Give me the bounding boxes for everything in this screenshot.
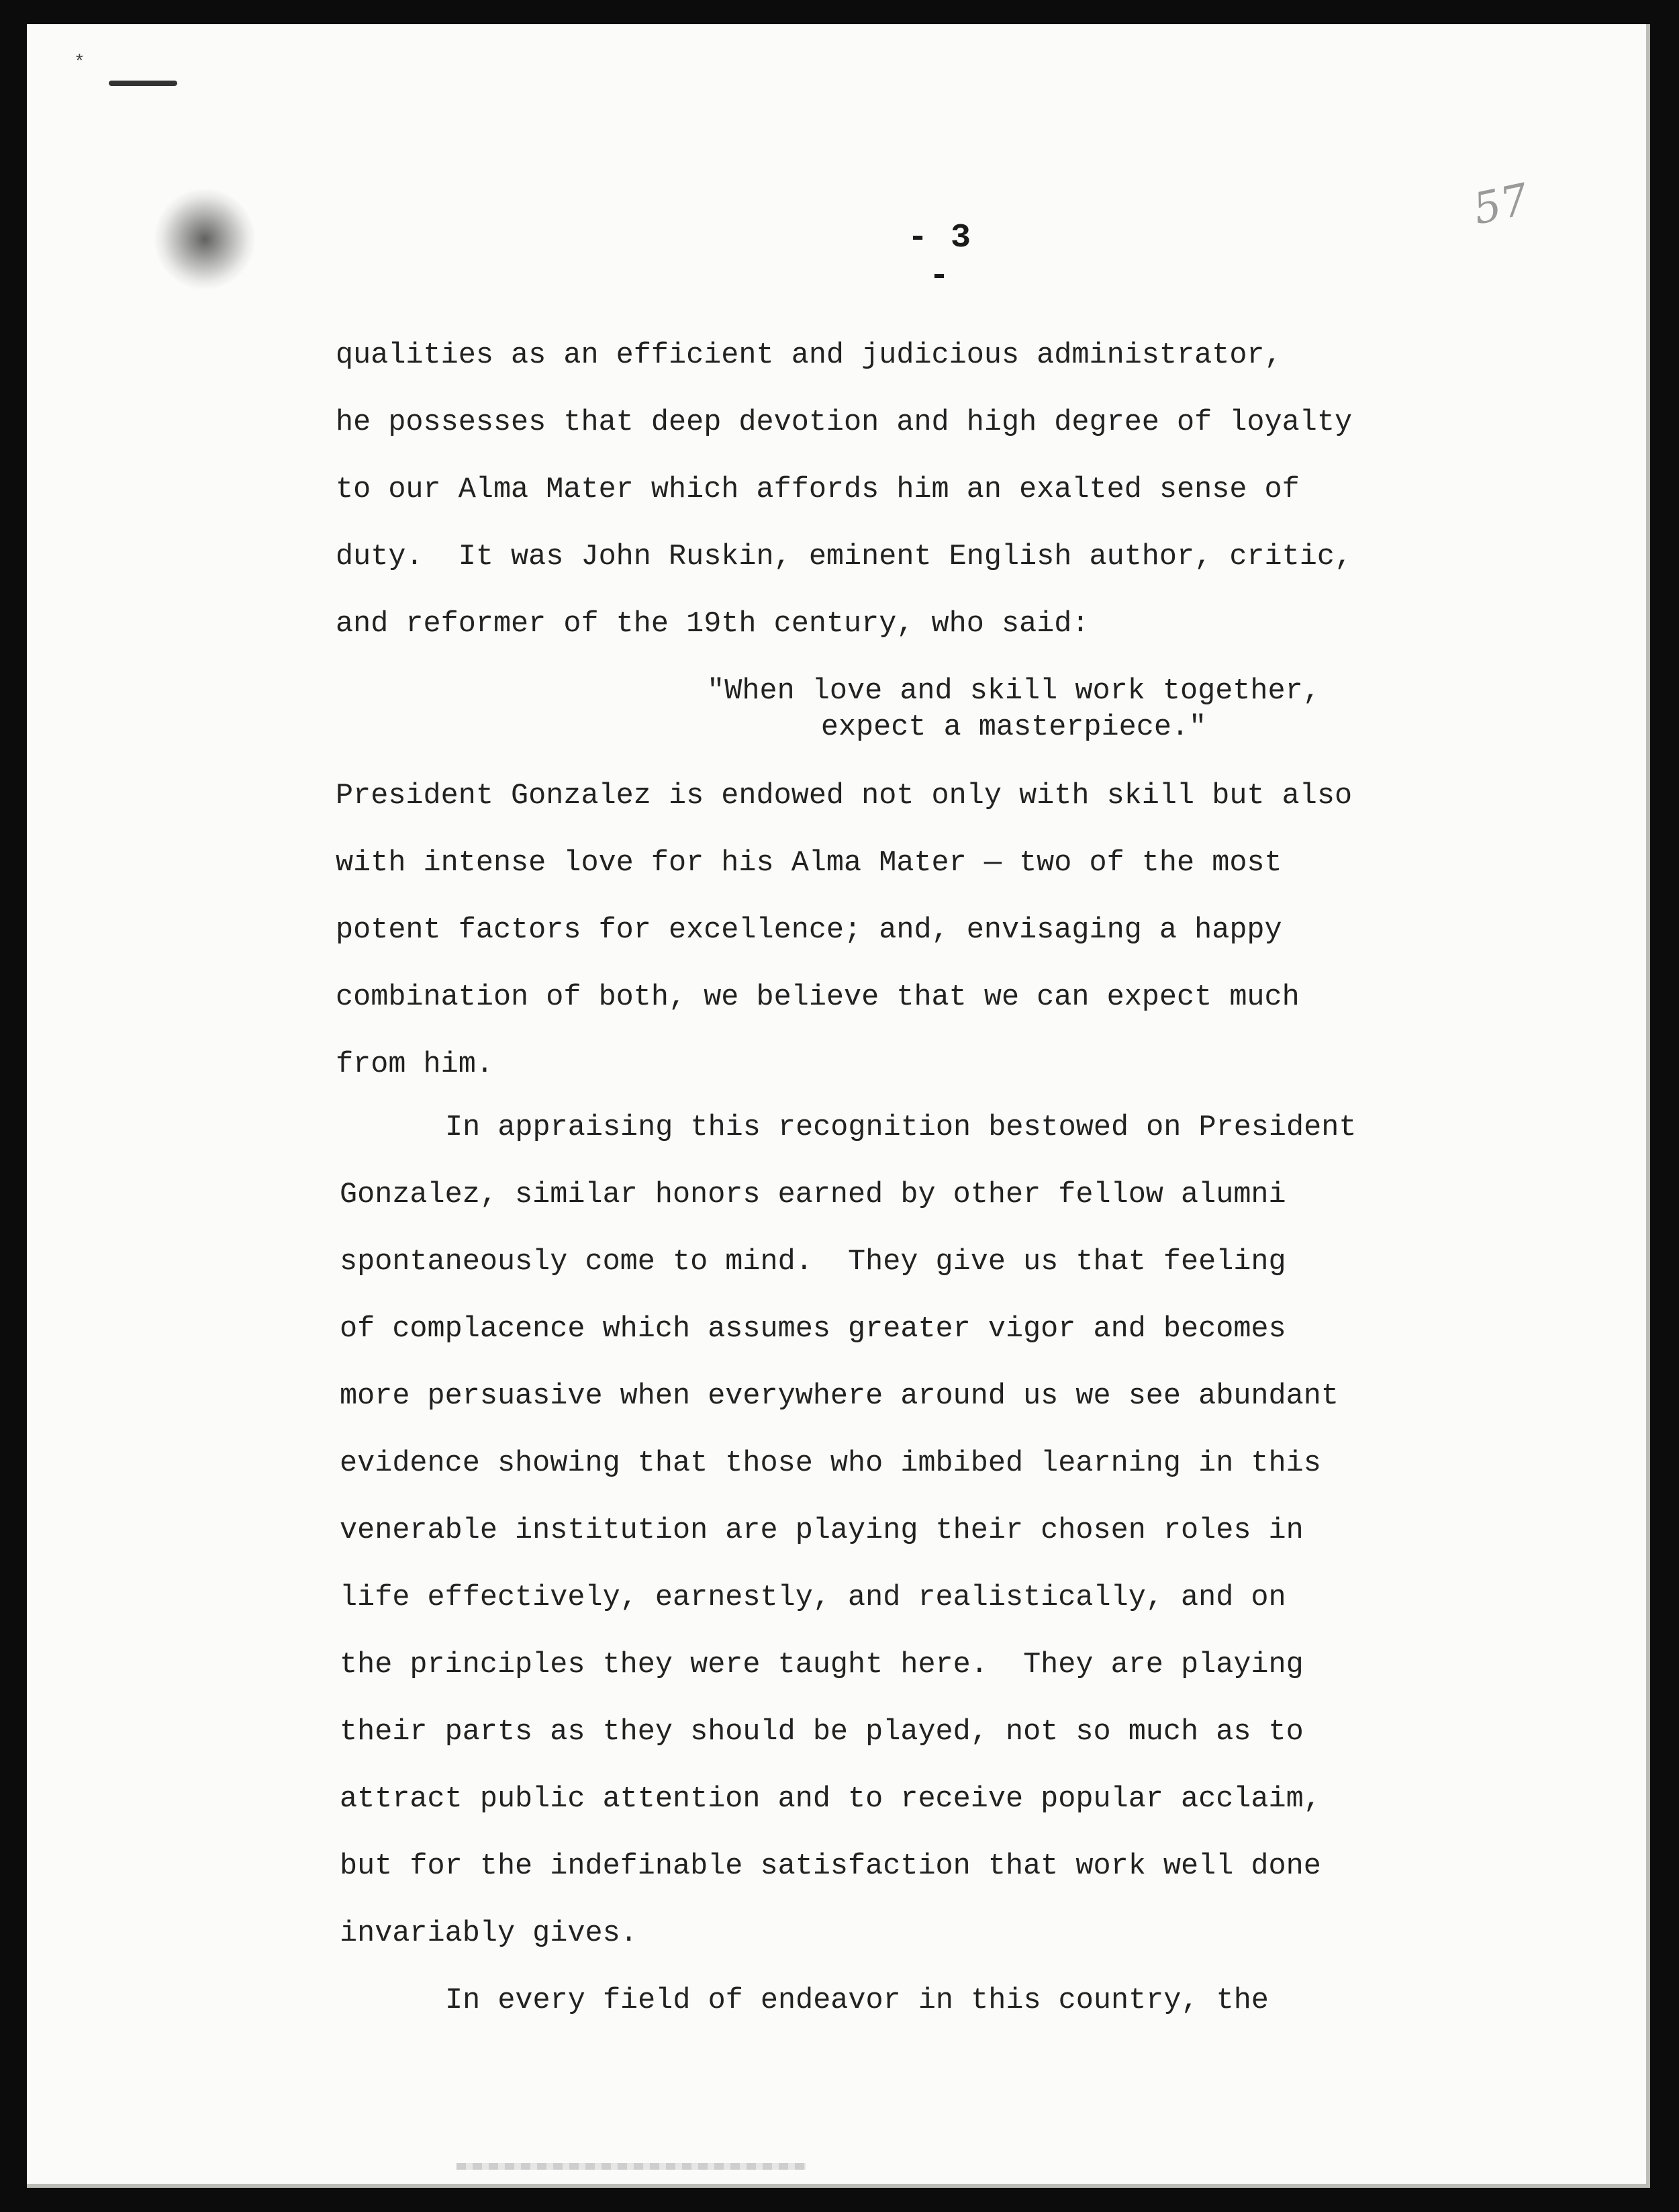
text-line: the principles they were taught here. They are playing (340, 1649, 1304, 1681)
text-line: combination of both, we believe that we can expect much (336, 981, 1300, 1014)
text-line: to our Alma Mater which affords him an exalted sense of (336, 473, 1300, 506)
text-line: President Gonzalez is endowed not only with skill but also (336, 780, 1353, 813)
text-line: more persuasive when everywhere around us we see abundant (340, 1380, 1339, 1413)
text-line: their parts as they should be played, not so much as to (340, 1716, 1304, 1749)
text-line: evidence showing that those who imbibed learning in this (340, 1447, 1321, 1480)
text-line: In every field of endeavor in this country, the (445, 1984, 1269, 2017)
corner-mark: * (74, 52, 85, 73)
text-line: of complacence which assumes greater vigor and becomes (340, 1313, 1286, 1346)
paragraph-3-and-4 (340, 1095, 1541, 2035)
text-line: life effectively, earnestly, and realistically, and on (340, 1581, 1286, 1614)
text-line: venerable institution are playing their chosen roles in (340, 1514, 1304, 1547)
text-line: and reformer of the 19th century, who said: (336, 608, 1090, 641)
text-line: duty. It was John Ruskin, eminent English author, critic, (336, 541, 1353, 573)
text-line: with intense love for his Alma Mater — two of the most (336, 847, 1282, 880)
paragraph-1 (336, 322, 1537, 658)
text-line: but for the indefinable satisfaction that work well done (340, 1850, 1321, 1883)
text-line: attract public attention and to receive popular acclaim, (340, 1783, 1321, 1816)
text-line: In appraising this recognition bestowed on President (445, 1111, 1357, 1144)
text-line: Gonzalez, similar honors earned by other fellow alumni (340, 1179, 1286, 1211)
ruskin-quote (631, 674, 1396, 746)
ink-smudge (154, 189, 255, 289)
page-number: - 3 - (907, 219, 972, 295)
corner-scratch (109, 81, 177, 86)
bottom-edge-mark (457, 2163, 806, 2170)
text-line: qualities as an efficient and judicious administrator, (336, 339, 1282, 372)
quote-line: expect a masterpiece." (820, 711, 1207, 744)
text-line: from him. (336, 1048, 493, 1081)
handwritten-page-note: 57 (1469, 175, 1533, 235)
text-line: he possesses that deep devotion and high degree of loyalty (336, 406, 1353, 439)
text-line: potent factors for excellence; and, envisaging a happy (336, 914, 1282, 947)
text-line: invariably gives. (340, 1917, 638, 1950)
paragraph-2 (336, 763, 1537, 1099)
text-line: spontaneously come to mind. They give us that feeling (340, 1246, 1286, 1279)
quote-line: "When love and skill work together, (707, 675, 1321, 708)
